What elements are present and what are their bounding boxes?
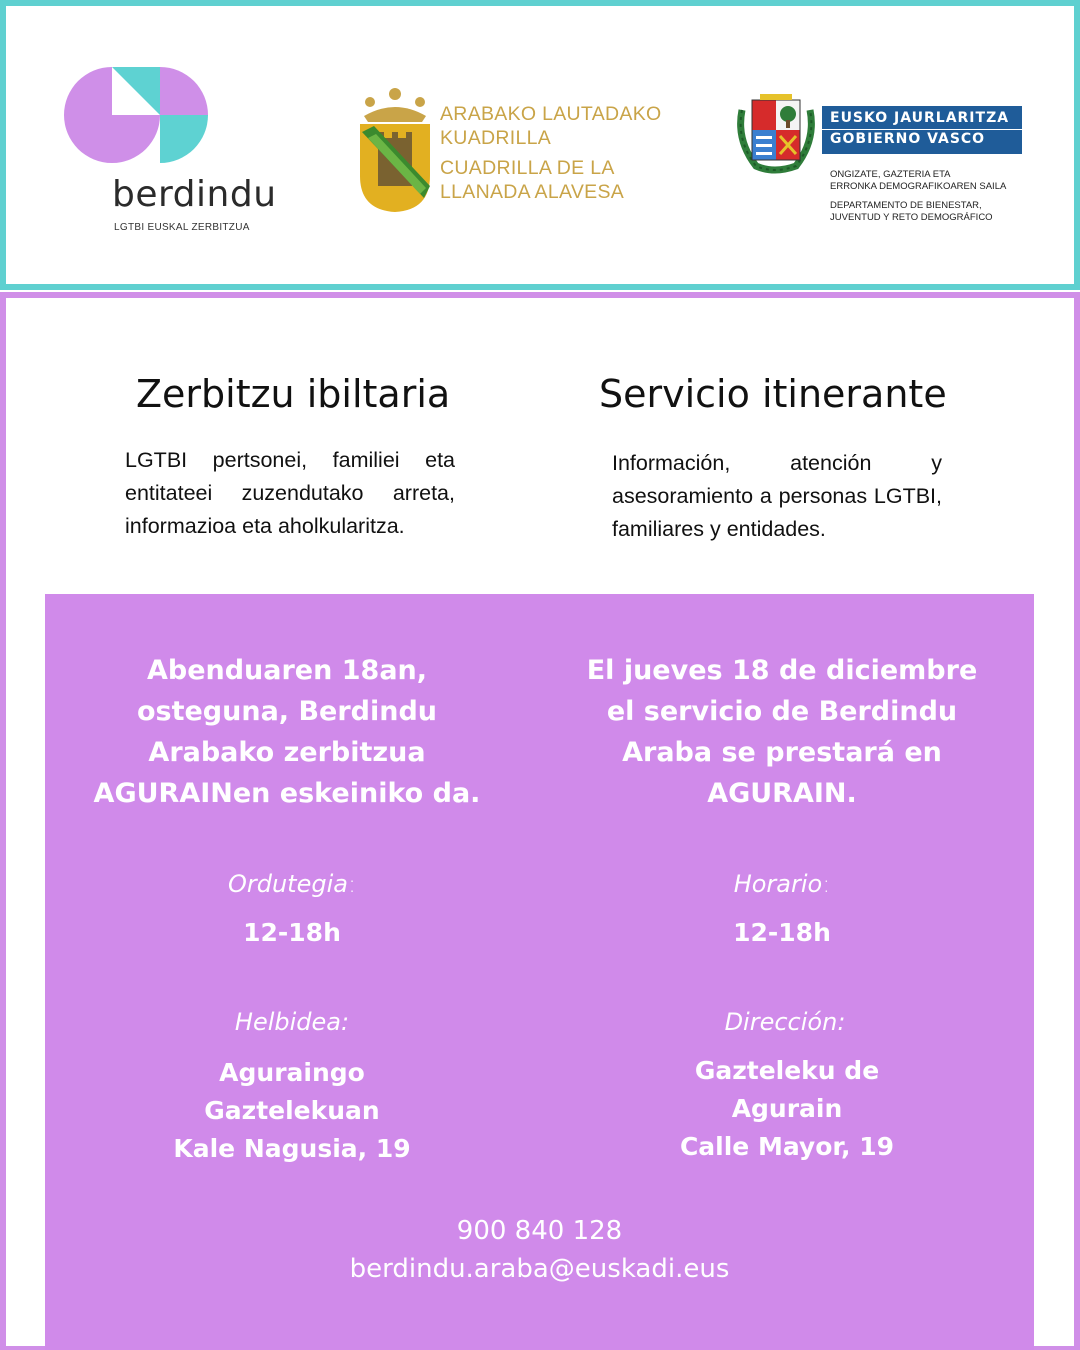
address-label-eu <box>82 1008 502 1036</box>
description-eu: LGTBI pertsonei, familiei eta entitateei zuzendutako arreta, informazioa eta aholkularitza. <box>125 448 455 538</box>
berdindu-name: berdindu <box>112 174 277 215</box>
cuadrilla-line-2: KUADRILLA <box>440 127 552 149</box>
cuadrilla-line-3: CUADRILLA DE LA <box>440 157 615 179</box>
address-es-line-3: Calle Mayor, 19 <box>679 1132 895 1161</box>
gv-dept-es-2: JUVENTUD Y RETO DEMOGRÁFICO <box>830 212 993 223</box>
title-es: Servicio itinerante <box>599 372 947 416</box>
address-eu <box>82 1054 502 1168</box>
phone-number[interactable]: 900 840 128 <box>456 1216 623 1246</box>
title-eu: Zerbitzu ibiltaria <box>136 372 451 416</box>
schedule-label-eu <box>82 870 502 898</box>
address-label-es-text: Dirección <box>724 1008 838 1036</box>
berdindu-logo <box>60 62 290 242</box>
gv-line-1: EUSKO JAURLARITZA <box>830 110 1010 126</box>
schedule-label-es <box>572 870 992 898</box>
announcement-es-line-1: El jueves 18 de diciembre <box>586 655 978 686</box>
schedule-label-eu-colon: : <box>347 870 357 898</box>
gv-dept-eu-1: ONGIZATE, GAZTERIA ETA <box>830 169 951 180</box>
announcement-eu <box>77 650 497 814</box>
gobierno-vasco-logo <box>734 90 1034 230</box>
address-es <box>577 1052 997 1166</box>
info-panel <box>45 594 1034 1350</box>
berdindu-subtitle: LGTBI EUSKAL ZERBITZUA <box>114 222 250 233</box>
schedule-label-eu-text: Ordutegia <box>227 870 348 898</box>
address-label-eu-colon: : <box>341 1008 350 1036</box>
address-label-eu-text: Helbidea <box>234 1008 341 1036</box>
basque-coat-of-arms-icon <box>734 90 818 174</box>
gobierno-vasco-banner <box>822 106 1022 154</box>
announcement-eu-line-3: Arabako zerbitzua <box>148 737 426 768</box>
announcement-es-line-4: AGURAIN. <box>707 778 857 809</box>
gv-dept-es-1: DEPARTAMENTO DE BIENESTAR, <box>830 200 982 211</box>
address-eu-line-2: Gaztelekuan <box>204 1096 380 1125</box>
main-section <box>0 292 1080 1350</box>
address-es-line-1: Gazteleku de <box>694 1056 880 1085</box>
announcement-es-line-3: Araba se prestará en <box>622 737 942 768</box>
schedule-label-es-colon: : <box>822 870 831 898</box>
announcement-es <box>567 650 997 814</box>
email-link[interactable]: berdindu.araba@euskadi.eus <box>349 1254 730 1284</box>
cuadrilla-line-1: ARABAKO LAUTADAKO <box>440 103 662 125</box>
address-label-es-colon: : <box>837 1008 846 1036</box>
address-eu-line-1: Aguraingo <box>219 1058 365 1087</box>
address-label-es <box>575 1008 995 1036</box>
address-es-line-2: Agurain <box>731 1094 843 1123</box>
announcement-eu-line-4: AGURAINen eskeiniko da. <box>93 778 481 809</box>
gv-line-2: GOBIERNO VASCO <box>830 131 986 147</box>
cuadrilla-shield-icon <box>356 86 434 214</box>
berdindu-logo-mark-icon <box>60 62 220 172</box>
cuadrilla-name <box>440 102 661 204</box>
schedule-value-es: 12-18h <box>733 918 831 947</box>
address-eu-line-3: Kale Nagusia, 19 <box>173 1134 411 1163</box>
gv-dept-eu-2: ERRONKA DEMOGRAFIKOAREN SAILA <box>830 181 1007 192</box>
description-es: Información, atención y asesoramiento a personas LGTBI, familiares y entidades. <box>612 451 942 541</box>
announcement-eu-line-1: Abenduaren 18an, <box>146 655 428 686</box>
announcement-eu-line-2: osteguna, Berdindu <box>136 696 438 727</box>
cuadrilla-line-4: LLANADA ALAVESA <box>440 181 625 203</box>
header-logos <box>0 0 1080 290</box>
announcement-es-line-2: el servicio de Berdindu <box>606 696 958 727</box>
cuadrilla-logo <box>356 86 676 216</box>
schedule-label-es-text: Horario <box>733 870 823 898</box>
schedule-value-eu: 12-18h <box>243 918 341 947</box>
